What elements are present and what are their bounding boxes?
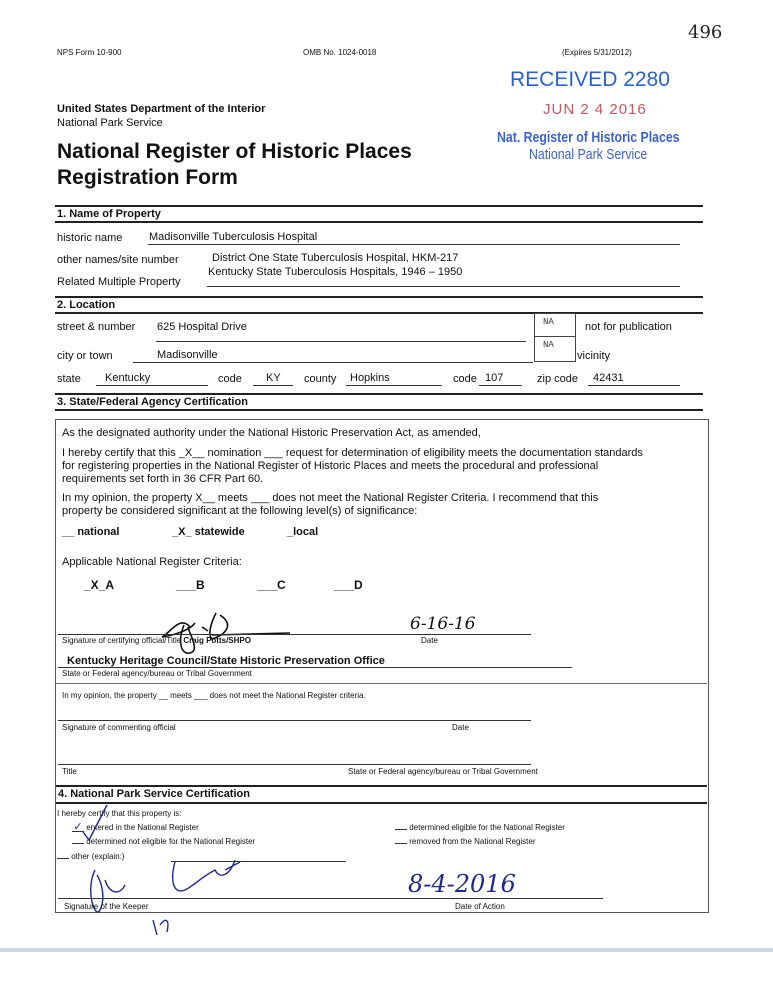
- option-blank: [395, 829, 407, 830]
- field-underline: [479, 385, 522, 386]
- opinion-text: In my opinion, the property: [62, 492, 196, 504]
- form-number: NPS Form 10-900: [57, 48, 122, 57]
- section-1-heading: 1. Name of Property: [57, 208, 161, 220]
- action-date-handwritten: 8-4-2016: [408, 870, 516, 898]
- stamp-agency: National Park Service: [529, 146, 648, 163]
- field-underline: [207, 286, 680, 287]
- historic-name-value: Madisonville Tuberculosis Hospital: [149, 231, 318, 243]
- county-code-value: 107: [485, 372, 504, 384]
- criterion-mark: ___: [334, 578, 355, 592]
- county-value: Hopkins: [350, 372, 390, 384]
- certify-statement: [62, 447, 643, 459]
- certify-text: I hereby certify that this: [62, 447, 179, 459]
- other-names-value: District One State Tuberculosis Hospital, HKM-217: [212, 252, 459, 264]
- divider: [55, 312, 703, 314]
- field-underline: [148, 244, 680, 245]
- action-date-label: Date of Action: [455, 902, 505, 911]
- option-label: removed from the National Register: [409, 837, 536, 846]
- divider: [56, 785, 707, 787]
- signature-line: [58, 720, 531, 721]
- certify-text-cont: nomination ___ request for determination of eligibility meets the documentation standards: [204, 447, 643, 459]
- signature-line: [58, 898, 603, 899]
- section-4-heading: 4. National Park Service Certification: [58, 788, 250, 800]
- keeper-signature: [75, 800, 255, 940]
- nomination-mark: _X__: [178, 447, 205, 459]
- level-mark: _X_: [172, 526, 192, 538]
- page-bottom-edge: [0, 948, 773, 952]
- divider: [55, 393, 703, 395]
- level-label: national: [77, 526, 120, 538]
- not-for-publication-box[interactable]: [534, 313, 576, 337]
- option-label: determined not eligible for the National Register: [86, 837, 256, 846]
- not-for-publication-value: NA: [543, 317, 554, 327]
- criterion-label: A: [105, 578, 115, 592]
- street-label: street & number: [57, 321, 136, 333]
- page-title: National Register of Historic Places: [57, 140, 412, 163]
- street-value: 625 Hospital Drive: [157, 321, 247, 333]
- option-label: entered in the National Register: [86, 823, 199, 832]
- county-label: county: [304, 373, 337, 385]
- divider: [55, 221, 703, 223]
- option-blank: [395, 843, 407, 844]
- stamp-register: Nat. Register of Historic Places: [497, 129, 680, 146]
- level-mark: __: [62, 526, 75, 538]
- agency-name: National Park Service: [57, 117, 163, 129]
- omb-number: OMB No. 1024-0018: [303, 48, 377, 57]
- signature-line: [58, 634, 531, 635]
- page-subtitle: Registration Form: [57, 166, 238, 189]
- field-underline: [156, 341, 526, 342]
- page-annotation: 496: [688, 22, 723, 43]
- historic-name-label: historic name: [57, 232, 123, 244]
- option-determined-eligible[interactable]: [395, 823, 565, 832]
- level-national[interactable]: [62, 526, 119, 538]
- certifying-signature: [150, 605, 290, 660]
- criterion-mark: ___: [176, 578, 197, 592]
- other-names-label: other names/site number: [57, 254, 179, 266]
- level-mark: _: [287, 526, 294, 538]
- level-local[interactable]: [287, 526, 318, 538]
- city-value: Madisonville: [157, 349, 218, 361]
- related-property-value: Kentucky State Tuberculosis Hospitals, 1946 – 1950: [208, 266, 463, 278]
- option-label: other (explain:): [71, 852, 125, 861]
- option-label: determined eligible for the National Register: [409, 823, 565, 832]
- level-statewide[interactable]: [172, 526, 245, 538]
- vicinity-value: NA: [543, 340, 554, 350]
- criterion-mark: ___: [257, 578, 278, 592]
- certifying-agency-name: Kentucky Heritage Council/State Historic Preservation Office: [67, 655, 385, 667]
- signature-line: [58, 667, 572, 668]
- checkmark-icon: ✓: [73, 821, 83, 833]
- criterion-c[interactable]: [257, 578, 286, 592]
- county-code-label: code: [453, 373, 477, 385]
- department-name: United States Department of the Interior: [57, 103, 266, 115]
- divider: [55, 205, 703, 207]
- criterion-label: C: [277, 578, 286, 592]
- criterion-label: B: [196, 578, 205, 592]
- expiration-date: (Expires 5/31/2012): [562, 48, 632, 57]
- stamp-date: JUN 2 4 2016: [543, 101, 647, 118]
- divider: [55, 296, 703, 298]
- criterion-label: D: [354, 578, 363, 592]
- certifying-agency-label: State or Federal agency/bureau or Tribal Government: [62, 669, 252, 678]
- criterion-mark: _X_: [84, 578, 106, 592]
- option-removed[interactable]: [395, 837, 536, 846]
- field-underline: [253, 385, 293, 386]
- signature-line: [58, 764, 531, 765]
- opinion-statement: [62, 492, 598, 504]
- signature-label-text: Signature of certifying official/Title: [62, 636, 182, 645]
- divider: [55, 409, 703, 411]
- criterion-d[interactable]: [334, 578, 363, 592]
- commenting-date-label: Date: [452, 723, 469, 732]
- state-label: state: [57, 373, 81, 385]
- signer-name: Craig Potts/SHPO: [183, 636, 251, 645]
- zip-label: zip code: [537, 373, 578, 385]
- certify-statement-line2: for registering properties in the National Register of Historic Places and meets the procedural and professional: [62, 460, 599, 472]
- opinion-statement-line2: property be considered significant at the following level(s) of significance:: [62, 505, 418, 517]
- commenting-signature-label: Signature of commenting official: [62, 723, 176, 732]
- state-value: Kentucky: [105, 372, 151, 384]
- divider: [56, 683, 707, 684]
- keeper-signature-label: Signature of the Keeper: [64, 902, 149, 911]
- level-label: statewide: [194, 526, 245, 538]
- option-blank: [57, 858, 69, 859]
- city-label: city or town: [57, 350, 113, 362]
- authority-statement: As the designated authority under the National Historic Preservation Act, as amended,: [62, 427, 481, 439]
- criterion-a[interactable]: [84, 578, 114, 592]
- section-3-heading: 3. State/Federal Agency Certification: [57, 396, 248, 408]
- state-code-label: code: [218, 373, 242, 385]
- state-code-value: KY: [266, 372, 281, 384]
- certify-statement-line3: requirements set forth in 36 CFR Part 60.: [62, 473, 264, 485]
- opinion-text-cont: meets ___ does not meet the National Register Criteria. I recommend that this: [214, 492, 599, 504]
- commenting-agency-label: State or Federal agency/bureau or Tribal Government: [348, 767, 538, 776]
- criteria-label: Applicable National Register Criteria:: [62, 556, 242, 568]
- certifying-signature-label: [62, 636, 251, 645]
- zip-value: 42431: [593, 372, 624, 384]
- field-underline: [133, 362, 533, 363]
- nps-certify-intro: I hereby certify that this property is:: [57, 809, 182, 818]
- related-property-label: Related Multiple Property: [57, 276, 181, 288]
- meets-mark: X__: [195, 492, 215, 504]
- commenting-title-label: Title: [62, 767, 77, 776]
- vicinity-label: vicinity: [577, 350, 611, 362]
- section-2-heading: 2. Location: [57, 299, 116, 311]
- level-label: local: [293, 526, 319, 538]
- certifying-date-label: Date: [421, 636, 438, 645]
- not-for-publication-label: not for publication: [585, 321, 672, 333]
- vicinity-box[interactable]: [534, 336, 576, 362]
- field-underline: [96, 385, 208, 386]
- certifying-date-handwritten: 6-16-16: [410, 614, 476, 634]
- criterion-b[interactable]: [176, 578, 205, 592]
- received-stamp: RECEIVED 2280: [510, 68, 670, 91]
- field-underline: [588, 385, 680, 386]
- field-underline: [346, 385, 442, 386]
- comment-opinion-statement: In my opinion, the property __ meets ___ does not meet the National Register criteria.: [62, 691, 366, 700]
